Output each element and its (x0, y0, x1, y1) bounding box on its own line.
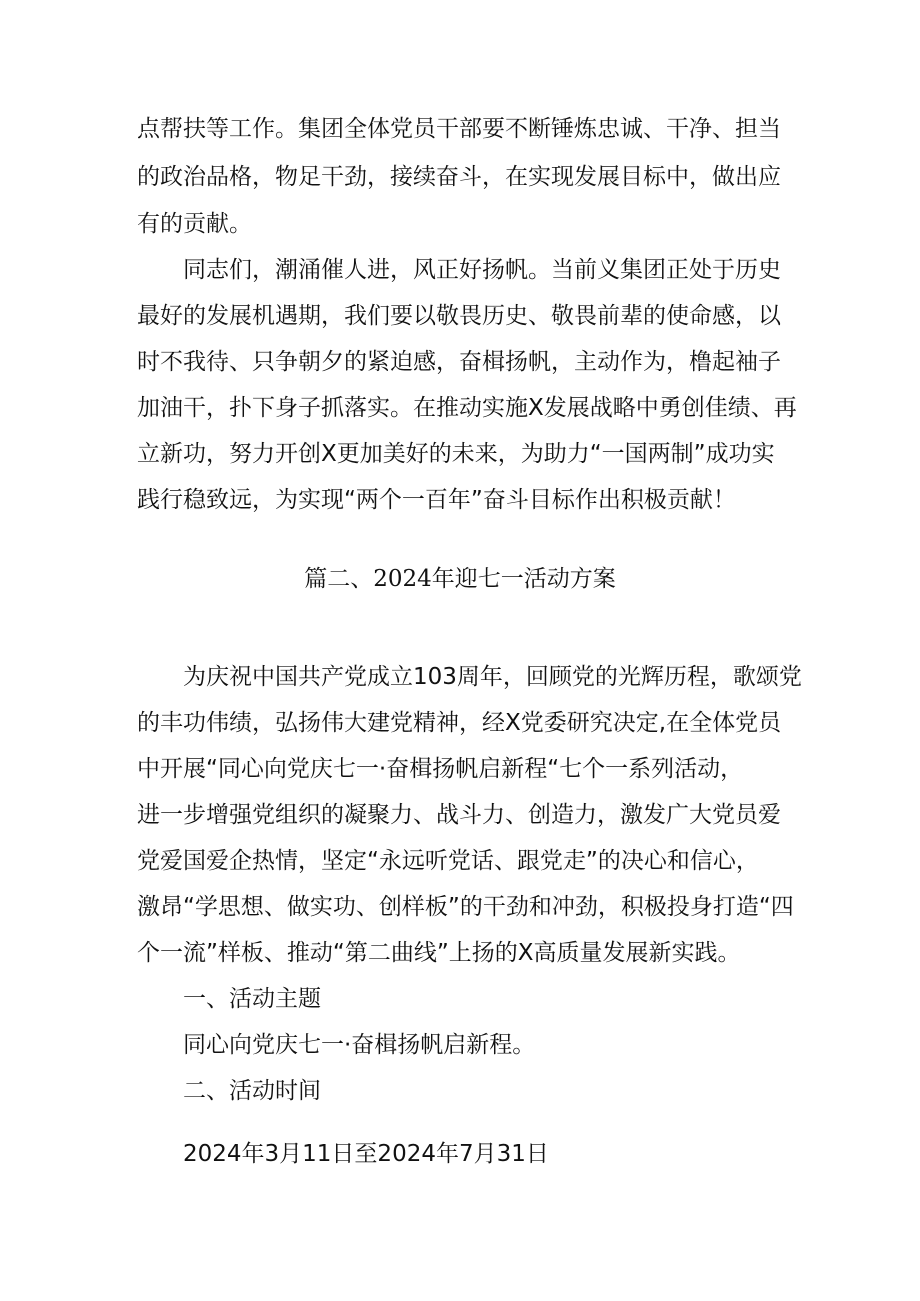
text-line: 的政治品格，物足干劲，接续奋斗，在实现发展目标中，做出应 (137, 164, 781, 190)
section-body: 同心向党庆七一·奋楫扬帆启新程。 (183, 1032, 536, 1058)
text-line: 进一步增强党组织的凝聚力、战斗力、创造力，激发广大党员爱 (137, 802, 781, 828)
text-line: 的丰功伟绩，弘扬伟大建党精神，经X党委研究决定,在全体党员 (137, 710, 782, 736)
section-title: 一、活动主题 (183, 986, 321, 1012)
text-line: 加油干，扑下身子抓落实。在推动实施X发展战略中勇创佳绩、再 (137, 395, 797, 421)
text-line: 有的贡献。 (137, 211, 252, 237)
text-line: 最好的发展机遇期，我们要以敬畏历史、敬畏前辈的使命感，以 (137, 303, 781, 329)
text-line: 激昂“学思想、做实功、创样板”的干劲和冲劲，积极投身打造“四 (137, 894, 794, 920)
text-line: 党爱国爱企热情，坚定“永远听党话、跟党走”的决心和信心， (137, 848, 759, 874)
text-line: 践行稳致远，为实现“两个一百年”奋斗目标作出积极贡献！ (137, 487, 736, 513)
text-line: 点帮扶等工作。集团全体党员干部要不断锤炼忠诚、干净、担当 (137, 116, 781, 142)
text-line: 同志们，潮涌催人进，风正好扬帆。当前义集团正处于历史 (183, 257, 781, 283)
text-line: 中开展“同心向党庆七一·奋楫扬帆启新程“七个一系列活动， (137, 756, 744, 782)
text-line: 立新功，努力开创X更加美好的未来，为助力“一国两制”成功实 (137, 441, 775, 467)
section-title: 二、活动时间 (183, 1078, 321, 1104)
section-body: 2024年3月11日至2024年7月31日 (183, 1141, 549, 1167)
text-line: 为庆祝中国共产党成立103周年，回顾党的光辉历程，歌颂党 (183, 664, 802, 690)
section-heading: 篇二、2024年迎七一活动方案 (304, 566, 616, 592)
text-line: 时不我待、只争朝夕的紧迫感，奋楫扬帆，主动作为，橹起袖子 (137, 349, 781, 375)
text-line: 个一流”样板、推动“第二曲线”上扬的X高质量发展新实践。 (137, 940, 741, 966)
